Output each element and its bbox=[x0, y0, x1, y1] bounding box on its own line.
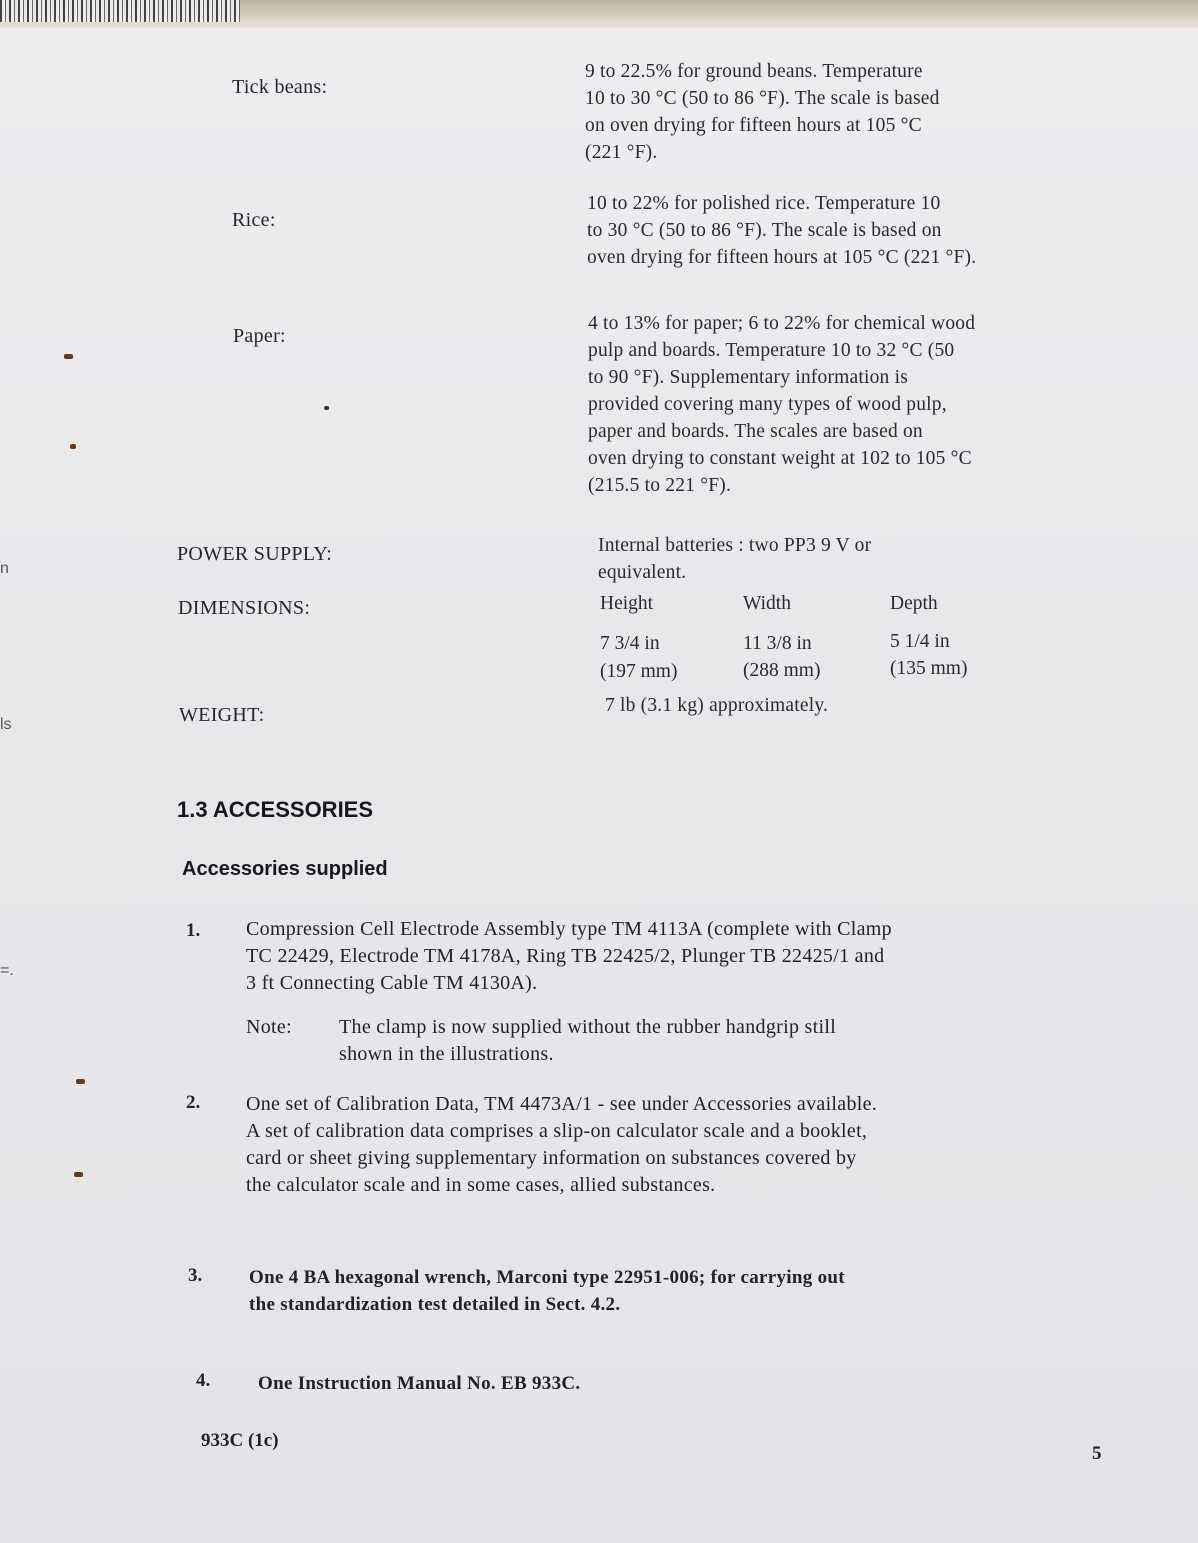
rice-spec bbox=[587, 190, 1147, 271]
item-number: 2. bbox=[186, 1092, 201, 1113]
paper-label: Paper: bbox=[233, 325, 286, 347]
item-line: One 4 BA hexagonal wrench, Marconi type 22951-006; for carrying out bbox=[249, 1267, 845, 1288]
item-line: the calculator scale and in some cases, allied substances. bbox=[246, 1174, 716, 1196]
item-line: card or sheet giving supplementary information on substances covered by bbox=[246, 1147, 857, 1169]
dimension-value: (197 mm) bbox=[600, 661, 678, 682]
page-number: 5 bbox=[1092, 1443, 1102, 1464]
spec-line: (221 °F). bbox=[585, 142, 658, 163]
dimension-value: 7 3/4 in bbox=[600, 633, 660, 654]
spec-line: provided covering many types of wood pulp, bbox=[588, 394, 947, 415]
dimension-value: (135 mm) bbox=[890, 658, 968, 679]
item-line: One Instruction Manual No. EB 933C. bbox=[258, 1373, 581, 1394]
ink-mark bbox=[74, 1172, 83, 1177]
tick-beans-spec bbox=[585, 58, 1145, 166]
spec-line: (215.5 to 221 °F). bbox=[588, 475, 732, 496]
item-line: A set of calibration data comprises a slip-on calculator scale and a booklet, bbox=[246, 1120, 868, 1142]
binding-stripes bbox=[0, 0, 240, 22]
spec-line: on oven drying for fifteen hours at 105 °C bbox=[585, 115, 922, 136]
spec-line: oven drying to constant weight at 102 to 105 °C bbox=[588, 448, 972, 469]
dimension-value: 11 3/8 in bbox=[743, 633, 812, 654]
accessory-item bbox=[246, 916, 1126, 997]
item-line: Compression Cell Electrode Assembly type TM 4113A (complete with Clamp bbox=[246, 918, 892, 940]
ink-mark bbox=[70, 444, 76, 449]
item-line: 3 ft Connecting Cable TM 4130A). bbox=[246, 972, 538, 994]
ink-mark bbox=[64, 354, 73, 359]
dimension-header: Height bbox=[600, 593, 654, 614]
ink-mark bbox=[76, 1079, 85, 1084]
dimension-value: (288 mm) bbox=[743, 660, 821, 681]
spec-line: to 90 °F). Supplementary information is bbox=[588, 367, 908, 388]
accessory-item bbox=[249, 1264, 1109, 1318]
accessory-item bbox=[246, 1091, 1136, 1199]
note-line: The clamp is now supplied without the rubber handgrip still bbox=[339, 1016, 837, 1038]
margin-fragment: =. bbox=[0, 962, 14, 979]
item-number: 4. bbox=[196, 1370, 211, 1391]
tick-beans-label: Tick beans: bbox=[232, 76, 328, 98]
note-text bbox=[339, 1014, 1059, 1068]
dimension-header: Width bbox=[743, 593, 791, 614]
spec-line: 4 to 13% for paper; 6 to 22% for chemical wood bbox=[588, 313, 976, 334]
item-line: the standardization test detailed in Sect. 4.2. bbox=[249, 1294, 621, 1315]
accessory-item bbox=[258, 1370, 858, 1397]
dimensions-label: DIMENSIONS: bbox=[178, 597, 311, 619]
margin-fragment: ls bbox=[0, 716, 12, 733]
note-line: shown in the illustrations. bbox=[339, 1043, 554, 1065]
page-top-edge bbox=[0, 0, 1198, 28]
spec-line: paper and boards. The scales are based on bbox=[588, 421, 923, 442]
spec-line: pulp and boards. Temperature 10 to 32 °C (50 bbox=[588, 340, 955, 361]
dimension-header: Depth bbox=[890, 593, 938, 614]
rice-label: Rice: bbox=[232, 209, 276, 231]
weight-label: WEIGHT: bbox=[179, 704, 265, 726]
note-label: Note: bbox=[246, 1016, 292, 1038]
weight-value: 7 lb (3.1 kg) approximately. bbox=[605, 695, 829, 716]
ink-mark bbox=[324, 406, 329, 410]
power-supply-label: POWER SUPPLY: bbox=[177, 543, 333, 565]
item-number: 1. bbox=[186, 920, 201, 941]
section-heading: 1.3 ACCESSORIES bbox=[177, 797, 374, 822]
spec-line: oven drying for fifteen hours at 105 °C (221 °F). bbox=[587, 247, 977, 268]
subsection-heading: Accessories supplied bbox=[182, 858, 388, 880]
spec-line: to 30 °C (50 to 86 °F). The scale is based on bbox=[587, 220, 942, 241]
spec-line: 10 to 30 °C (50 to 86 °F). The scale is based bbox=[585, 88, 940, 109]
item-line: TC 22429, Electrode TM 4178A, Ring TB 22425/2, Plunger TB 22425/1 and bbox=[246, 945, 885, 967]
paper-spec bbox=[588, 310, 1148, 499]
dimension-value: 5 1/4 in bbox=[890, 631, 950, 652]
document-reference: 933C (1c) bbox=[201, 1430, 279, 1451]
item-number: 3. bbox=[188, 1265, 203, 1286]
spec-line: Internal batteries : two PP3 9 V or bbox=[598, 535, 872, 556]
power-supply-spec bbox=[598, 532, 1118, 586]
spec-line: 9 to 22.5% for ground beans. Temperature bbox=[585, 61, 923, 82]
spec-line: 10 to 22% for polished rice. Temperature 10 bbox=[587, 193, 941, 214]
dimensions-table bbox=[600, 590, 1020, 690]
margin-fragment: n bbox=[0, 560, 9, 577]
item-line: One set of Calibration Data, TM 4473A/1 - see under Accessories available. bbox=[246, 1093, 878, 1115]
spec-line: equivalent. bbox=[598, 562, 687, 583]
